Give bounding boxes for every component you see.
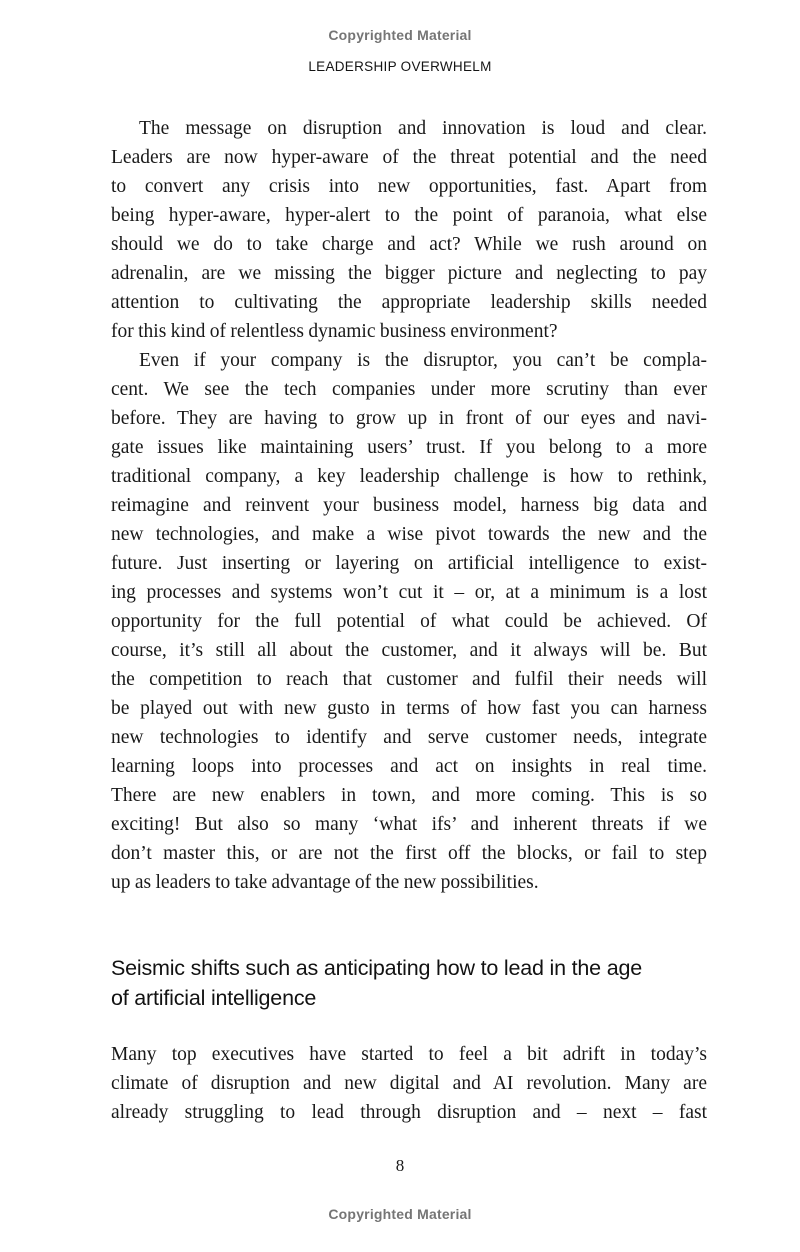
text-line: Even if your company is the disruptor, you can’t be compla-: [139, 350, 707, 371]
heading-line: Seismic shifts such as anticipating how to lead in the age: [111, 956, 642, 980]
text-line: Leaders are now hyper-aware of the threat potential and the need: [111, 147, 707, 168]
text-line: Many top executives have started to feel a bit adrift in today’s: [111, 1044, 707, 1065]
text-line: to convert any crisis into new opportunities, fast. Apart from: [111, 176, 707, 197]
text-line: climate of disruption and new digital and AI revolution. Many are: [111, 1073, 707, 1094]
text-line: course, it’s still all about the customer, and it always will be. But: [111, 640, 707, 661]
paragraph: [111, 346, 707, 897]
text-line: cent. We see the tech companies under more scrutiny than ever: [111, 379, 707, 400]
opening-paragraphs: [111, 114, 707, 897]
closing-paragraphs: [111, 1040, 707, 1127]
text-line: future. Just inserting or layering on artificial intelligence to exist-: [111, 553, 707, 574]
text-line: adrenalin, are we missing the bigger picture and neglecting to pay: [111, 263, 707, 284]
text-line: be played out with new gusto in terms of how fast you can harness: [111, 698, 707, 719]
text-line: traditional company, a key leadership challenge is how to rethink,: [111, 466, 707, 487]
text-line: gate issues like maintaining users’ trust. If you belong to a more: [111, 437, 707, 458]
text-line: attention to cultivating the appropriate leadership skills needed: [111, 292, 707, 313]
text-line: new technologies to identify and serve customer needs, integrate: [111, 727, 707, 748]
paragraph: [111, 1040, 707, 1127]
text-line: before. They are having to grow up in front of our eyes and navi-: [111, 408, 707, 429]
text-line: The message on disruption and innovation is loud and clear.: [139, 118, 707, 139]
text-line: opportunity for the full potential of what could be achieved. Of: [111, 611, 707, 632]
bottom-copyright-notice: Copyrighted Material: [328, 1206, 472, 1222]
text-line: ing processes and systems won’t cut it – or, at a minimum is a lost: [111, 582, 707, 603]
body-text-column: [111, 114, 707, 1127]
running-header: LEADERSHIP OVERWHELM: [308, 59, 492, 74]
text-line: exciting! But also so many ‘what ifs’ and inherent threats if we: [111, 814, 707, 835]
page-number: 8: [395, 1156, 405, 1175]
section-heading: [111, 953, 707, 1013]
paragraph: [111, 114, 707, 346]
top-copyright-notice: Copyrighted Material: [328, 27, 472, 43]
text-line: should we do to take charge and act? While we rush around on: [111, 234, 707, 255]
text-line: learning loops into processes and act on insights in real time.: [111, 756, 707, 777]
text-line: for this kind of relentless dynamic business environment?: [111, 321, 558, 342]
text-line: being hyper-aware, hyper-alert to the point of paranoia, what else: [111, 205, 707, 226]
text-line: reimagine and reinvent your business model, harness big data and: [111, 495, 707, 516]
heading-line: of artificial intelligence: [111, 986, 317, 1010]
text-line: up as leaders to take advantage of the new possibilities.: [111, 872, 539, 893]
text-line: don’t master this, or are not the first off the blocks, or fail to step: [111, 843, 707, 864]
text-line: already struggling to lead through disruption and – next – fast: [111, 1102, 707, 1123]
text-line: There are new enablers in town, and more coming. This is so: [111, 785, 707, 806]
text-line: the competition to reach that customer and fulfil their needs will: [111, 669, 707, 690]
text-line: new technologies, and make a wise pivot towards the new and the: [111, 524, 707, 545]
